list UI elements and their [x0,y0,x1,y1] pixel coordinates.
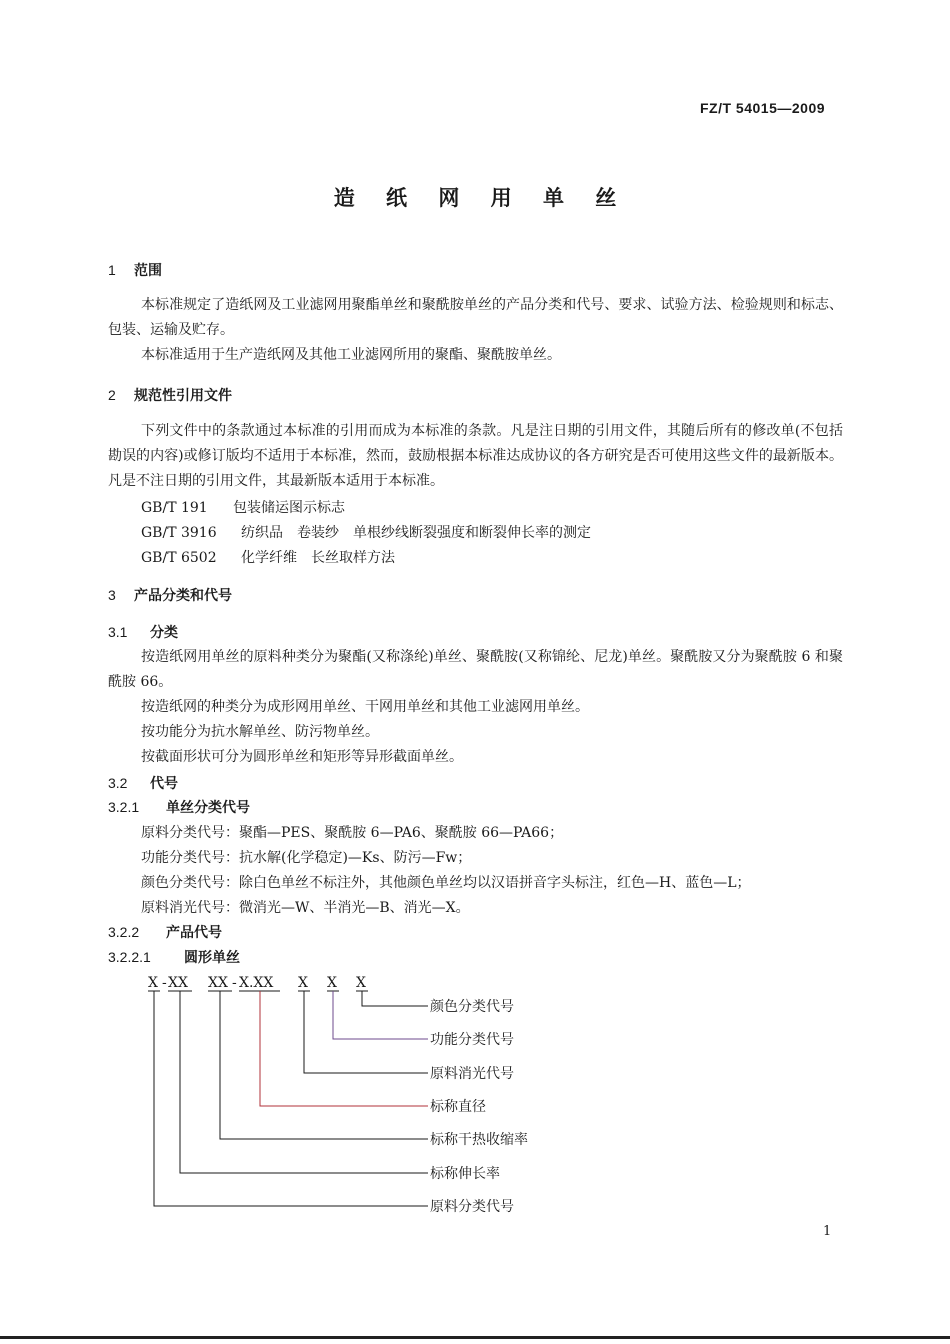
section-3-1-paragraph-1: 按造纸网用单丝的原料种类分为聚酯(又称涤纶)单丝、聚酰胺(又称锦纶、尼龙)单丝。聚酰胺又分为聚酰胺 6 和聚酰胺 66。 [108,649,843,690]
leader-color [362,991,428,1006]
reference-code: GB/T 6502 [141,550,217,566]
label-color-code: 颜色分类代号 [430,999,514,1015]
code-segment-material: X [148,975,158,991]
leader-diameter [260,991,428,1106]
section-title: 范围 [134,263,162,279]
document-title: 造 纸 网 用 单 丝 [333,186,629,210]
code-definition-line: 功能分类代号：抗水解(化学稳定)—Ks、防污—Fw； [141,850,472,866]
label-material-code: 原料分类代号 [430,1199,514,1215]
leader-function [333,991,428,1039]
label-nominal-shrinkage: 标称干热收缩率 [430,1132,528,1148]
section-title: 单丝分类代号 [166,800,250,816]
code-definition-line: 原料分类代号：聚酯—PES、聚酰胺 6—PA6、聚酰胺 66—PA66； [141,825,564,841]
section-title: 圆形单丝 [184,950,240,966]
section-number: 3.1 [108,624,128,640]
label-nominal-diameter: 标称直径 [430,1099,486,1115]
page-bottom-rule [0,1336,950,1339]
code-segment-diameter: X.XX [239,975,274,991]
section-3-1-paragraph-4: 按截面形状可分为圆形单丝和矩形等异形截面单丝。 [141,749,463,765]
leader-shrinkage [220,991,428,1139]
section-title: 产品分类和代号 [134,588,232,604]
section-number: 1 [108,262,116,278]
code-definition-line: 原料消光代号：微消光—W、半消光—B、消光—X。 [141,900,470,916]
section-number: 2 [108,387,116,403]
section-number: 3.2.1 [108,799,140,815]
section-1-paragraph-1: 本标准规定了造纸网及工业滤网用聚酯单丝和聚酰胺单丝的产品分类和代号、要求、试验方法、检验规则和标志、包装、运输及贮存。 [108,297,843,338]
reference-code: GB/T 3916 [141,525,217,541]
code-segment-shrinkage: XX [208,975,228,991]
section-3-1-paragraph-3: 按功能分为抗水解单丝、防污物单丝。 [141,724,379,740]
reference-title: 纺织品 卷装纱 单根纱线断裂强度和断裂伸长率的测定 [241,525,591,541]
leader-material [154,991,428,1206]
reference-code: GB/T 191 [141,500,208,516]
section-number: 3.2.2.1 [108,949,151,965]
section-number: 3.2 [108,775,128,791]
reference-title: 包装储运图示标志 [233,500,345,516]
leader-matting [304,991,428,1073]
section-title: 规范性引用文件 [134,388,232,404]
section-title: 代号 [150,776,178,792]
label-matting-code: 原料消光代号 [430,1066,514,1082]
section-title: 分类 [150,625,178,641]
section-3-1-paragraph-2: 按造纸网的种类分为成形网用单丝、干网用单丝和其他工业滤网用单丝。 [141,699,589,715]
code-definition-line: 颜色分类代号：除白色单丝不标注外，其他颜色单丝均以汉语拼音字头标注，红色—H、蓝色—L； [141,875,751,891]
label-function-code: 功能分类代号 [430,1032,514,1048]
section-number: 3.2.2 [108,924,140,940]
section-1-paragraph-2: 本标准适用于生产造纸网及其他工业滤网所用的聚酯、聚酰胺单丝。 [141,347,561,363]
reference-title: 化学纤维 长丝取样方法 [241,550,395,566]
section-number: 3 [108,587,116,603]
code-segment-matting: X [298,975,308,991]
page-number: 1 [823,1224,832,1239]
code-segment-elongation: XX [168,975,188,991]
code-segment-function: X [327,975,337,991]
label-nominal-elongation: 标称伸长率 [430,1166,500,1182]
code-dash: - [232,975,237,991]
standard-number: FZ/T 54015—2009 [700,100,826,116]
code-dash: - [162,975,167,991]
section-2-paragraph-1: 下列文件中的条款通过本标准的引用而成为本标准的条款。凡是注日期的引用文件，其随后所有的修改单(不包括勘误的内容)或修订版均不适用于本标准，然而，鼓励根据本标准达成协议的各方研究是否可使用这些文件的最新版本。凡是不注日期的引用文件，其最新版本适用于本标准。 [108,423,843,489]
section-title: 产品代号 [166,925,222,941]
code-segment-color: X [356,975,366,991]
